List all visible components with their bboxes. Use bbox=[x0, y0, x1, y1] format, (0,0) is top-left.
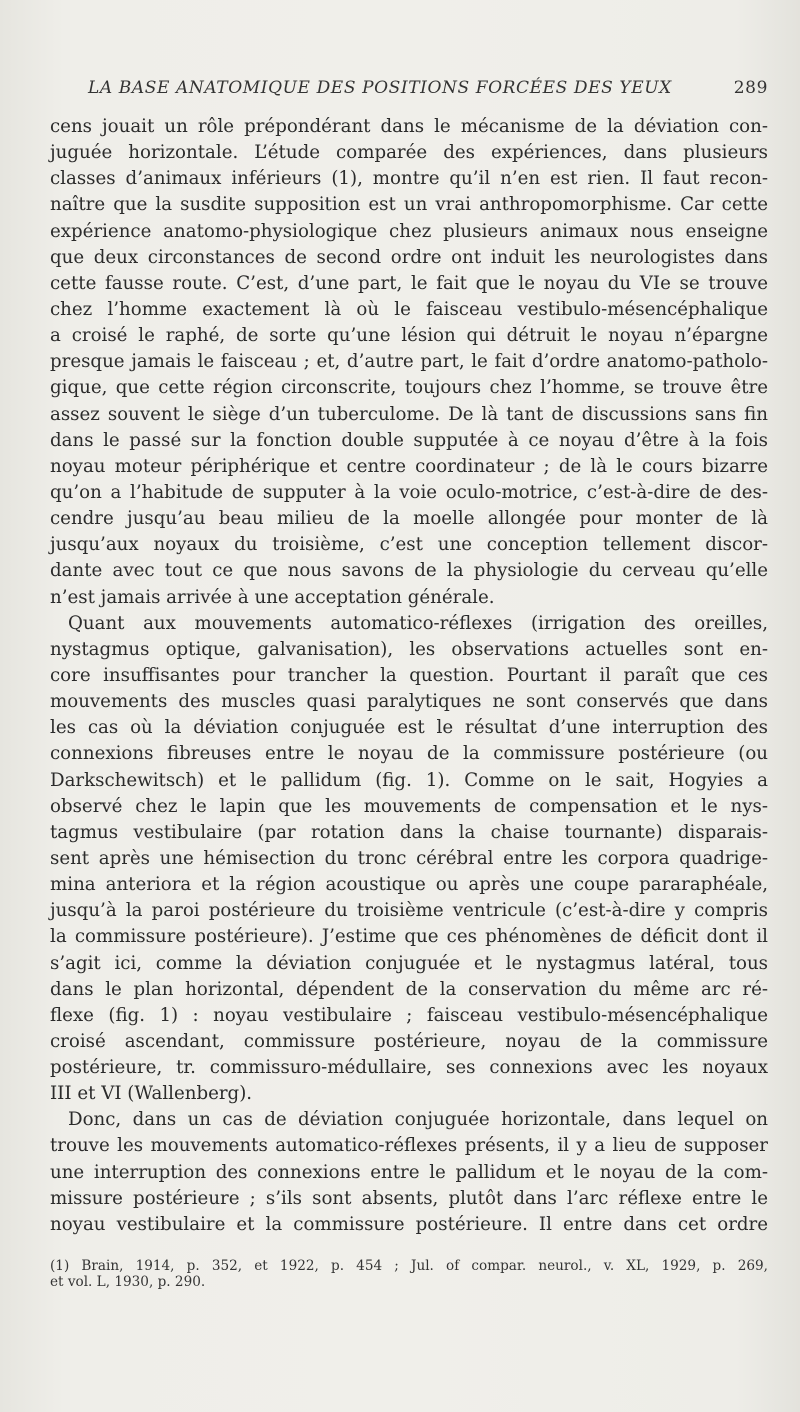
text-line: presque jamais le faisceau ; et, d’autre part, le fait d’ordre anatomo-patholo- bbox=[50, 351, 768, 373]
page-number: 289 bbox=[733, 78, 768, 98]
text-line: Quant aux mouvements automatico-réflexes (irrigation des oreilles, bbox=[68, 612, 768, 634]
text-line: III et VI (Wallenberg). bbox=[50, 1083, 253, 1105]
text-line: connexions fibreuses entre le noyau de la commissure postérieure (ou bbox=[50, 743, 768, 765]
text-line: croisé ascendant, commissure postérieure, noyau de la commissure bbox=[50, 1030, 768, 1052]
text-line: qu’on a l’habitude de supputer à la voie oculo-motrice, c’est-à-dire de des- bbox=[50, 481, 768, 503]
body-text bbox=[50, 114, 768, 1238]
text-line: dante avec tout ce que nous savons de la physiologie du cerveau qu’elle bbox=[50, 560, 768, 582]
text-line: s’agit ici, comme la déviation conjuguée et le nystagmus latéral, tous bbox=[50, 952, 768, 974]
text-line: que deux circonstances de second ordre ont induit les neurologistes dans bbox=[50, 246, 768, 268]
text-line: n’est jamais arrivée à une acceptation générale. bbox=[50, 586, 495, 608]
text-line: nystagmus optique, galvanisation), les observations actuelles sont en- bbox=[50, 638, 768, 660]
text-line: chez l’homme exactement là où le faisceau vestibulo-mésencéphalique bbox=[50, 298, 768, 320]
text-line: noyau moteur périphérique et centre coordinateur ; de là le cours bizarre bbox=[50, 455, 768, 477]
text-line: cens jouait un rôle prépondérant dans le mécanisme de la déviation con- bbox=[50, 116, 768, 137]
text-line: Donc, dans un cas de déviation conjuguée horizontale, dans lequel on bbox=[68, 1109, 768, 1131]
text-line: assez souvent le siège d’un tuberculome. De là tant de discussions sans fin bbox=[50, 403, 768, 425]
text-line: observé chez le lapin que les mouvements de compensation et le nys- bbox=[50, 795, 768, 817]
text-line: classes d’animaux inférieurs (1), montre qu’il n’en est rien. Il faut recon- bbox=[50, 168, 768, 190]
text-line: Darkschewitsch) et le pallidum (fig. 1). Comme on le sait, Hogyies a bbox=[50, 769, 768, 791]
footnote-line: et vol. L, 1930, p. 290. bbox=[50, 1274, 206, 1290]
text-line: a croisé le raphé, de sorte qu’une lésion qui détruit le noyau n’épargne bbox=[50, 325, 768, 347]
text-line: les cas où la déviation conjuguée est le résultat d’une interruption des bbox=[50, 717, 768, 739]
text-line: flexe (fig. 1) : noyau vestibulaire ; faisceau vestibulo-mésencéphalique bbox=[50, 1004, 768, 1026]
text-line: la commissure postérieure). J’estime que ces phénomènes de déficit dont il bbox=[50, 926, 768, 948]
text-line: postérieure, tr. commissuro-médullaire, ses connexions avec les noyaux bbox=[50, 1057, 768, 1079]
text-line: dans le passé sur la fonction double supputée à ce noyau d’être à la fois bbox=[50, 429, 768, 451]
text-line: dans le plan horizontal, dépendent de la conservation du même arc ré- bbox=[50, 978, 768, 1000]
text-line: missure postérieure ; s’ils sont absents, plutôt dans l’arc réflexe entre le bbox=[50, 1187, 768, 1209]
running-head bbox=[88, 78, 768, 98]
text-line: core insuffisantes pour trancher la question. Pourtant il paraît que ces bbox=[50, 664, 768, 686]
text-line: une interruption des connexions entre le pallidum et le noyau de la com- bbox=[50, 1161, 768, 1183]
text-line: mina anteriora et la région acoustique ou après une coupe pararaphéale, bbox=[50, 874, 768, 896]
text-line: gique, que cette région circonscrite, toujours chez l’homme, se trouve être bbox=[50, 377, 768, 399]
text-line: jusqu’à la paroi postérieure du troisième ventricule (c’est-à-dire y compris bbox=[50, 900, 768, 922]
text-line: mouvements des muscles quasi paralytiques ne sont conservés que dans bbox=[50, 691, 768, 713]
footnotes bbox=[50, 1258, 768, 1290]
footnote-line: (1) Brain, 1914, p. 352, et 1922, p. 454 ; Jul. of compar. neurol., v. XL, 1929, p. 269, bbox=[50, 1258, 768, 1274]
running-head-title: LA BASE ANATOMIQUE DES POSITIONS FORCÉES DES YEUX bbox=[88, 78, 672, 98]
text-line: juguée horizontale. L’étude comparée des expériences, dans plusieurs bbox=[50, 142, 768, 164]
text-line: naître que la susdite supposition est un vrai anthropomorphisme. Car cette bbox=[50, 194, 768, 216]
text-line: cendre jusqu’au beau milieu de la moelle allongée pour monter de là bbox=[50, 508, 768, 530]
text-line: expérience anatomo-physiologique chez plusieurs animaux nous enseigne bbox=[50, 220, 768, 242]
text-line: jusqu’aux noyaux du troisième, c’est une conception tellement discor- bbox=[50, 534, 768, 556]
text-line: cette fausse route. C’est, d’une part, le fait que le noyau du VIe se trouve bbox=[50, 272, 768, 294]
text-line: trouve les mouvements automatico-réflexes présents, il y a lieu de supposer bbox=[50, 1135, 768, 1157]
text-line: tagmus vestibulaire (par rotation dans la chaise tournante) disparais- bbox=[50, 821, 768, 843]
text-line: sent après une hémisection du tronc cérébral entre les corpora quadrige- bbox=[50, 847, 768, 869]
text-line: noyau vestibulaire et la commissure postérieure. Il entre dans cet ordre bbox=[50, 1213, 768, 1235]
